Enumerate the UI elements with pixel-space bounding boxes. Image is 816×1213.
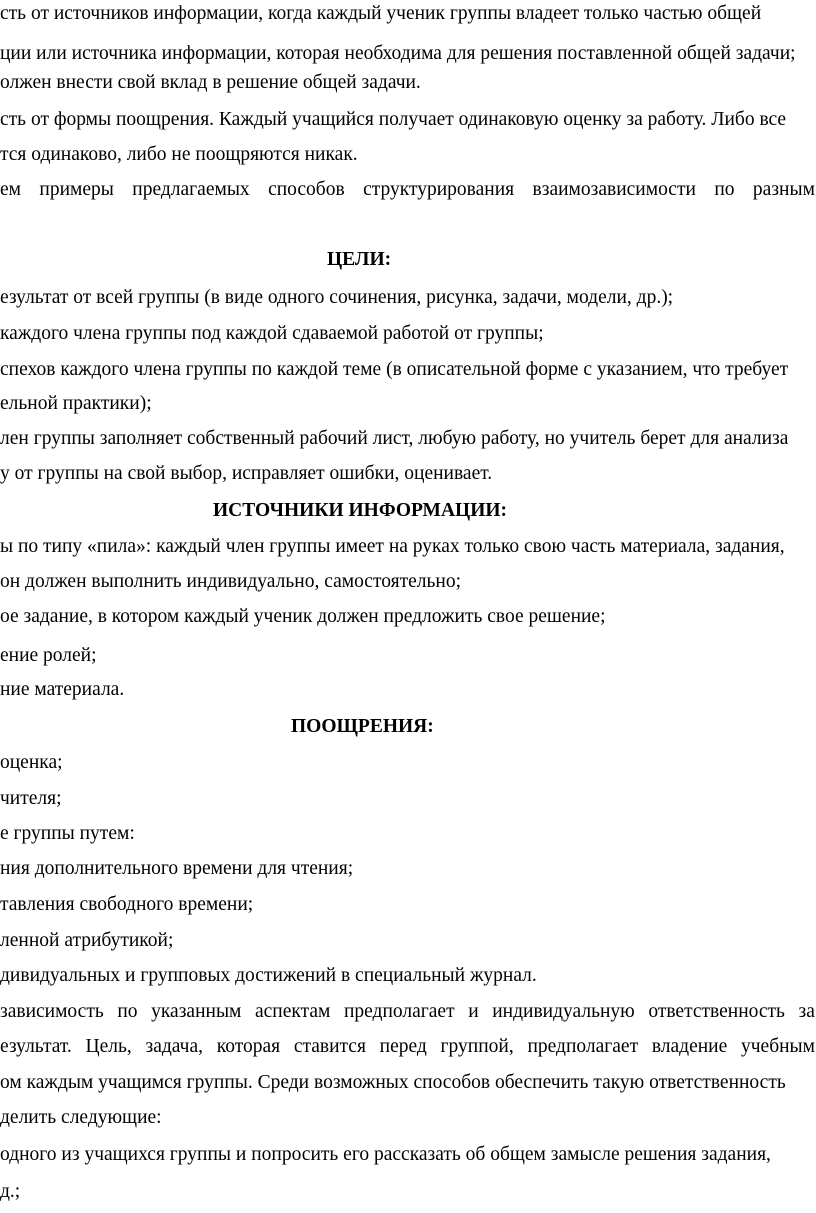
text-line: делить следующие: [0,1107,162,1128]
word: владение [651,1036,728,1057]
word: задача, [145,1036,203,1057]
word: способов [268,179,345,200]
text-line: ленной атрибутикой; [0,930,174,951]
word: перед [379,1036,427,1057]
text-line: каждого члена группы под каждой сдаваемой работой от группы; [0,323,544,344]
justified-text-line [0,1035,815,1059]
word: разным [752,179,815,200]
word: индивидуальную [492,1001,635,1022]
text-line: лен группы заполняет собственный рабочий лист, любую работу, но учитель берет для анализа [0,428,789,449]
text-line: ое задание, в котором каждый ученик должен предложить свое решение; [0,606,606,627]
text-line: ение ролей; [0,645,97,666]
text-line: сть от формы поощрения. Каждый учащийся получает одинаковую оценку за работу. Либо все [0,109,787,130]
text-line: ния дополнительного времени для чтения; [0,858,354,879]
word: примеры [39,179,114,200]
text-line: ы по типу «пила»: каждый член группы имеет на руках только свою часть материала, задания, [0,536,785,557]
text-line: тся одинаково, либо не поощряются никак. [0,144,358,165]
word: предполагает [527,1036,639,1057]
text-line: ние материала. [0,679,125,700]
word: ответственность [648,1001,785,1022]
word: и [468,1001,479,1022]
heading-rewards: ПООЩРЕНИЯ: [291,716,434,737]
text-line: е группы путем: [0,823,135,844]
heading-information-sources: ИСТОЧНИКИ ИНФОРМАЦИИ: [213,500,508,521]
text-line: езультат от всей группы (в виде одного сочинения, рисунка, задачи, модели, др.); [0,287,674,308]
word: структурирования [363,179,515,200]
text-line: д.; [0,1181,21,1202]
text-line: олжен внести свой вклад в решение общей задачи. [0,72,421,93]
text-line: ельной практики); [0,393,152,414]
text-line: тавления свободного времени; [0,894,254,915]
word: предлагаемых [132,179,250,200]
text-line: у от группы на свой выбор, исправляет ошибки, оценивает. [0,463,493,484]
word: по [714,179,735,200]
word: Цель, [85,1036,132,1057]
text-line: ции или источника информации, которая необходима для решения поставленной общей задачи; [0,43,796,64]
word: ставится [293,1036,366,1057]
word: аспектам [254,1001,331,1022]
word: езультат. [0,1036,72,1057]
text-line: одного из учащихся группы и попросить его рассказать об общем замысле решения задания, [0,1144,771,1165]
word: зависимость [0,1001,104,1022]
text-line: он должен выполнить индивидуально, самостоятельно; [0,571,461,592]
word: которая [216,1036,281,1057]
heading-goals: ЦЕЛИ: [327,249,392,270]
justified-text-line [0,1000,815,1024]
text-line: ом каждым учащимся группы. Среди возможных способов обеспечить такую ответственность [0,1072,786,1093]
word: ем [0,179,21,200]
text-line: чителя; [0,788,62,809]
word: учебным [740,1036,815,1057]
word: указанным [151,1001,242,1022]
justified-text-line [0,178,815,202]
text-line: спехов каждого члена группы по каждой теме (в описательной форме с указанием, что требует [0,359,789,380]
text-line: сть от источников информации, когда каждый ученик группы владеет только частью общей [0,3,762,24]
word: предполагает [343,1001,455,1022]
word: за [798,1001,815,1022]
text-line: оценка; [0,752,63,773]
text-line: дивидуальных и групповых достижений в специальный журнал. [0,965,537,986]
word: группой, [440,1036,514,1057]
word: взаимозависимости [532,179,696,200]
word: по [117,1001,138,1022]
